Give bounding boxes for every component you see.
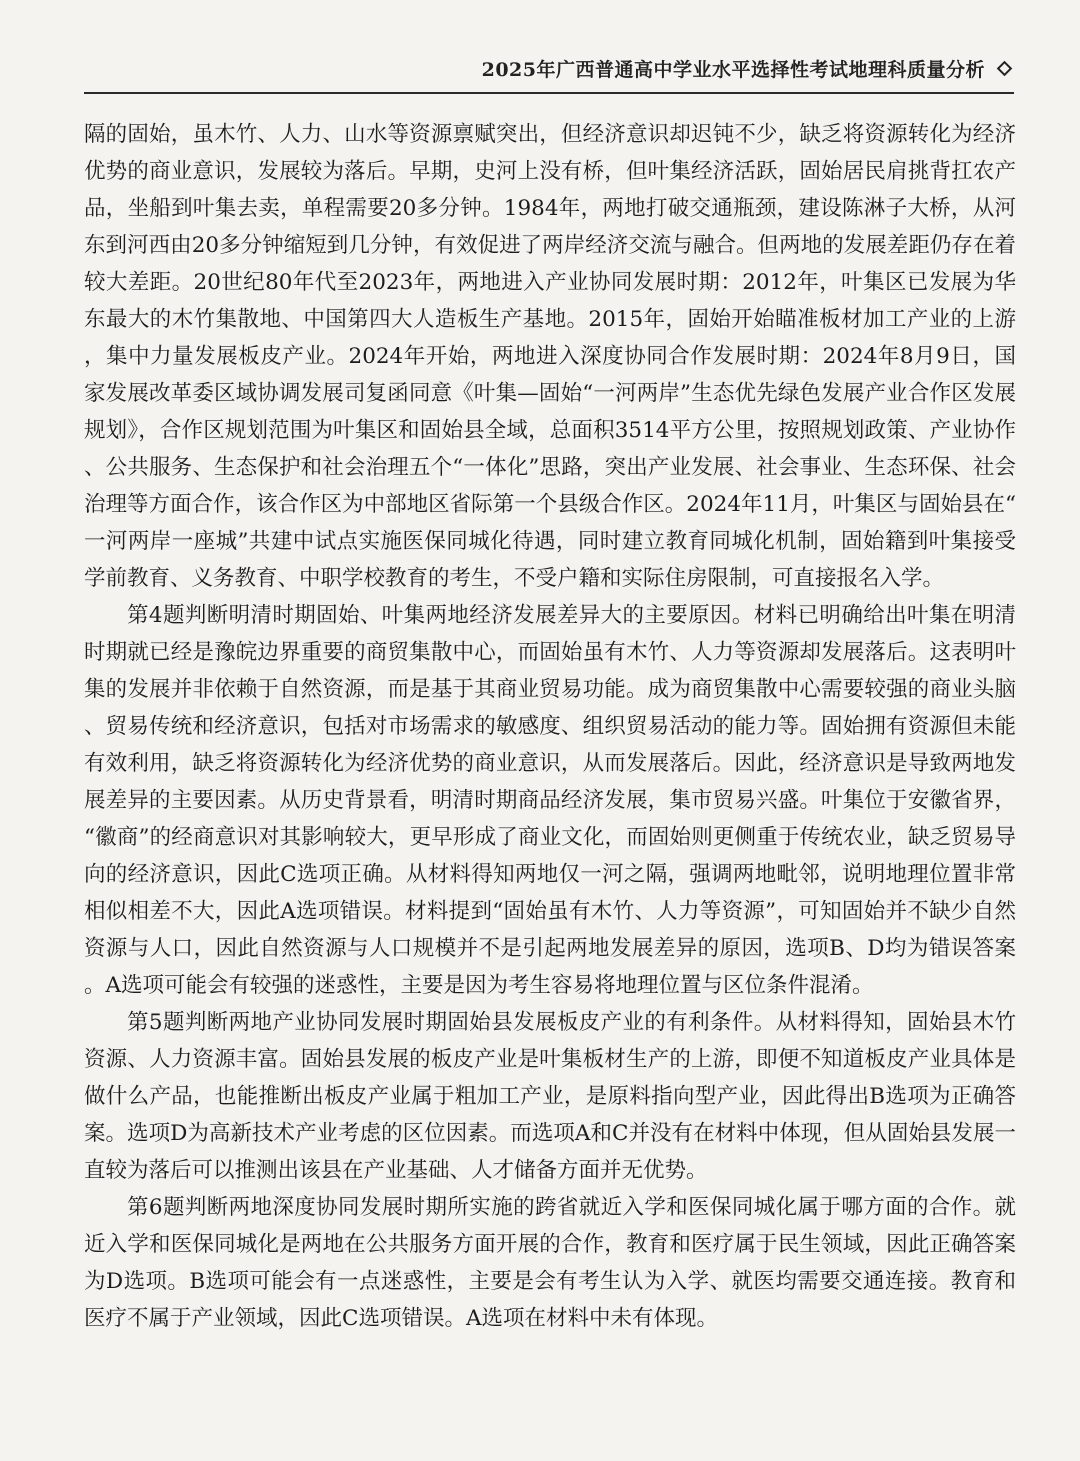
paragraph-question-4: 第4题判断明清时期固始、叶集两地经济发展差异大的主要原因。材料已明确给出叶集在明清时期就已经是豫皖边界重要的商贸集散中心，而固始虽有木竹、人力等资源却发展落后。这表明叶集的发展并非依赖于自然资源，而是基于其商业贸易功能。成为商贸集散中心需要较强的商业头脑、贸易传统和经济意识，包括对市场需求的敏感度、组织贸易活动的能力等。固始拥有资源但未能有效利用，缺乏将资源转化为经济优势的商业意识，从而发展落后。因此，经济意识是导致两地发展差异的主要因素。从历史背景看，明清时期商品经济发展，集市贸易兴盛。叶集位于安徽省界，“徽商”的经商意识对其影响较大，更早形成了商业文化，而固始则更侧重于传统农业，缺乏贸易导向的经济意识，因此C选项正确。从材料得知两地仅一河之隔，强调两地毗邻，说明地理位置非常相似相差不大，因此A选项错误。材料提到“固始虽有木竹、人力等资源”，可知固始并不缺少自然资源与人口，因此自然资源与人口规模并不是引起两地发展差异的原因，选项B、D均为错误答案。A选项可能会有较强的迷惑性，主要是因为考生容易将地理位置与区位条件混淆。 (84, 603, 1016, 998)
paragraph-question-5: 第5题判断两地产业协同发展时期固始县发展板皮产业的有利条件。从材料得知，固始县木竹资源、人力资源丰富。固始县发展的板皮产业是叶集板材生产的上游，即便不知道板皮产业具体是做什么产品，也能推断出板皮产业属于粗加工产业，是原料指向型产业，因此得出B选项为正确答案。选项D为高新技术产业考虑的区位因素。而选项A和C并没有在材料中体现，但从固始县发展一直较为落后可以推测出该县在产业基础、人才储备方面并无优势。 (84, 1010, 1016, 1183)
paragraph-continuation: 隔的固始，虽木竹、人力、山水等资源禀赋突出，但经济意识却迟钝不少，缺乏将资源转化为经济优势的商业意识，发展较为落后。早期，史河上没有桥，但叶集经济活跃，固始居民肩挑背扛农产品，坐船到叶集去卖，单程需要20多分钟。1984年，两地打破交通瓶颈，建设陈淋子大桥，从河东到河西由20多分钟缩短到几分钟，有效促进了两岸经济交流与融合。但两地的发展差距仍存在着较大差距。20世纪80年代至2023年，两地进入产业协同发展时期：2012年，叶集区已发展为华东最大的木竹集散地、中国第四大人造板生产基地。2015年，固始开始瞄准板材加工产业的上游，集中力量发展板皮产业。2024年开始，两地进入深度协同合作发展时期：2024年8月9日，国家发展改革委区域协调发展司复函同意《叶集—固始“一河两岸”生态优先绿色发展产业合作区发展规划》，合作区规划范围为叶集区和固始县全域，总面积3514平方公里，按照规划政策、产业协作、公共服务、生态保护和社会治理五个“一体化”思路，突出产业发展、社会事业、生态环保、社会治理等方面合作，该合作区为中部地区省际第一个县级合作区。2024年11月，叶集区与固始县在“一河两岸一座城”共建中试点实施医保同城化待遇，同时建立教育同城化机制，固始籍到叶集接受学前教育、义务教育、中职学校教育的考生，不受户籍和实际住房限制，可直接报名入学。 (84, 122, 1016, 591)
body-text (84, 116, 1016, 1337)
paragraph-question-6: 第6题判断两地深度协同发展时期所实施的跨省就近入学和医保同城化属于哪方面的合作。就近入学和医保同城化是两地在公共服务方面开展的合作，教育和医疗属于民生领域，因此正确答案为D选项。B选项可能会有一点迷惑性，主要是会有考生认为入学、就医均需要交通连接。教育和医疗不属于产业领域，因此C选项错误。A选项在材料中未有体现。 (84, 1195, 1016, 1331)
running-header (84, 44, 1014, 94)
diamond-icon (997, 60, 1013, 76)
header-title: 2025年广西普通高中学业水平选择性考试地理科质量分析 (481, 58, 985, 81)
